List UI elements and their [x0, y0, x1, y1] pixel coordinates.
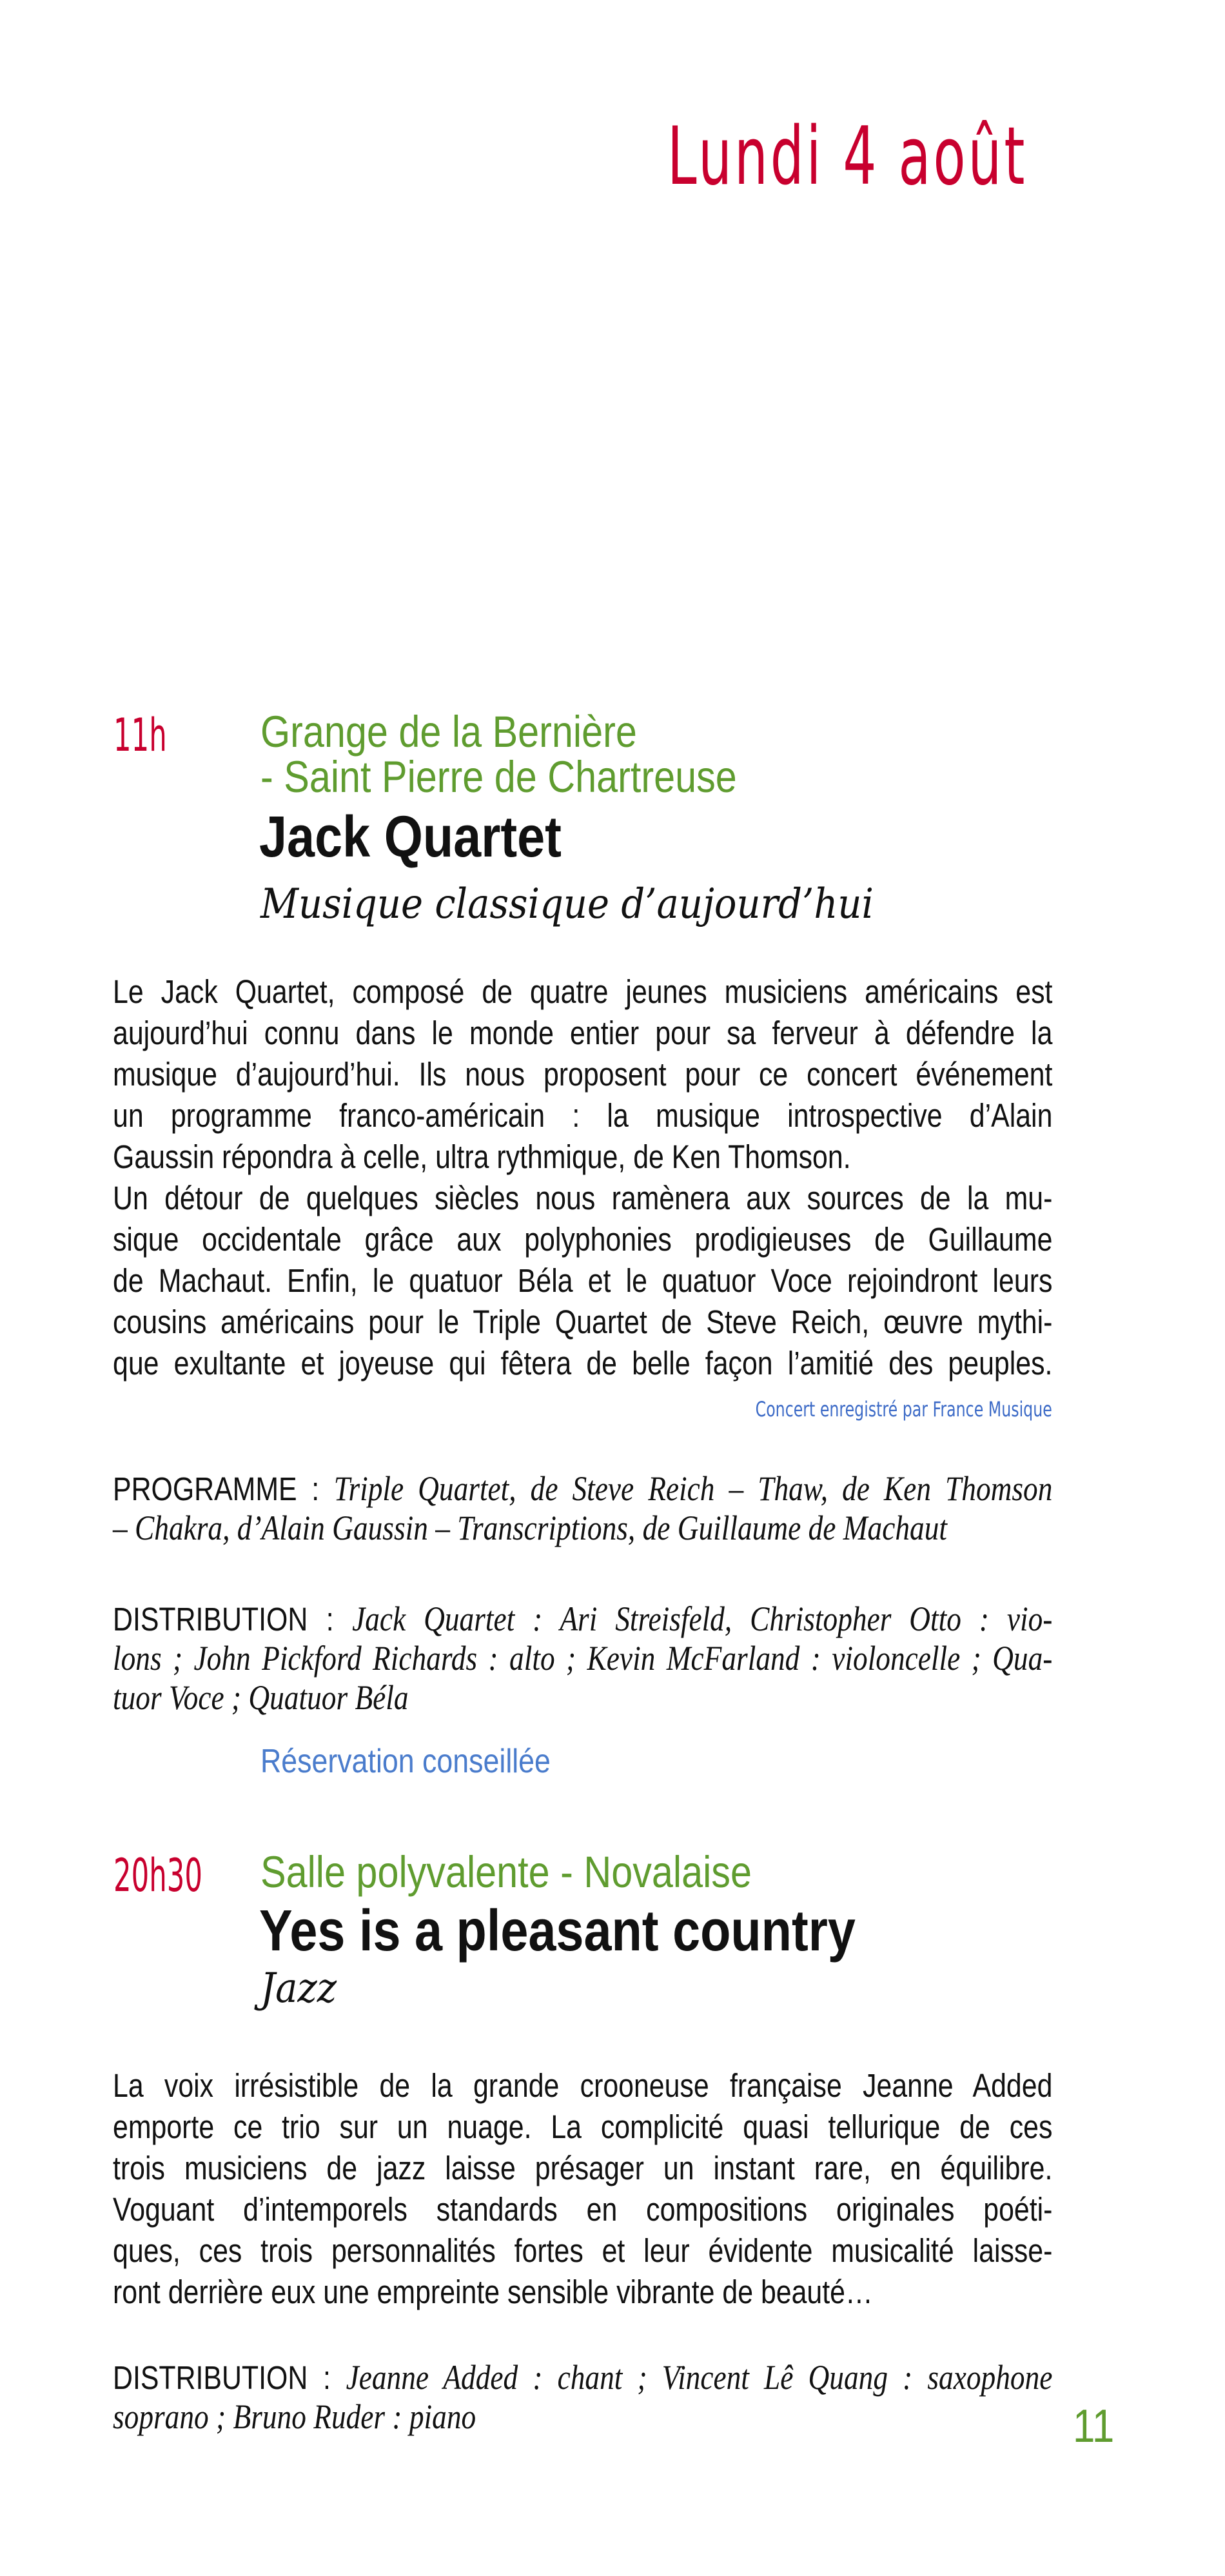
description-line: Le Jack Quartet, composé de quatre jeunes musiciens américains est	[113, 973, 1053, 1010]
day-title: Lundi 4 août	[667, 110, 1028, 203]
distribution-text: Jeanne Added : chant ; Vincent Lê Quang : saxophone	[346, 2358, 1053, 2397]
distribution-text: Jack Quartet : Ari Streisfeld, Christopher Otto : vio-	[352, 1600, 1053, 1638]
description-line: La voix irrésistible de la grande crooneuse française Jeanne Added	[113, 2067, 1053, 2104]
recording-note: Concert enregistré par France Musique	[755, 1397, 1052, 1422]
description-line: Voguant d’intemporels standards en compositions originales poéti-	[113, 2191, 1053, 2228]
distribution-text: tuor Voce ; Quatuor Béla	[113, 1678, 409, 1717]
event-title: Yes is a pleasant country	[259, 1899, 856, 1963]
description-line: cousins américains pour le Triple Quartet de Steve Reich, œuvre mythi-	[113, 1303, 1053, 1340]
event-venue-line: Salle polyvalente - Novalaise	[260, 1847, 752, 1897]
event-description	[113, 2065, 1053, 2313]
event-genre: Musique classique d’aujourd’hui	[260, 880, 874, 928]
programme-text: Triple Quartet, de Steve Reich – Thaw, de Ken Thomson	[333, 1469, 1053, 1508]
programme-text: – Chakra, d’Alain Gaussin – Transcriptions, de Guillaume de Machaut	[113, 1509, 947, 1547]
event-time: 11h	[113, 709, 167, 762]
description-line: de Machaut. Enfin, le quatuor Béla et le quatuor Voce rejoindront leurs	[113, 1262, 1053, 1299]
event-time: 20h30	[113, 1849, 202, 1902]
description-line: musique d’aujourd’hui. Ils nous proposent pour ce concert événement	[113, 1056, 1053, 1093]
description-line: aujourd’hui connu dans le monde entier pour sa ferveur à défendre la	[113, 1015, 1053, 1051]
event-title: Jack Quartet	[259, 805, 562, 869]
programme-label: PROGRAMME :	[113, 1471, 334, 1507]
distribution-label: DISTRIBUTION :	[113, 2359, 346, 2396]
distribution-block	[113, 2358, 1053, 2437]
distribution-block	[113, 1600, 1053, 1718]
event-description	[113, 971, 1053, 1384]
description-line: un programme franco-américain : la musique introspective d’Alain	[113, 1097, 1053, 1134]
description-line: ront derrière eux une empreinte sensible vibrante de beauté…	[113, 2274, 873, 2310]
description-line: que exultante et joyeuse qui fêtera de belle façon l’amitié des peuples.	[113, 1345, 1053, 1382]
distribution-text: soprano ; Bruno Ruder : piano	[113, 2397, 476, 2436]
distribution-text: lons ; John Pickford Richards : alto ; Kevin McFarland : violoncelle ; Qua-	[113, 1639, 1053, 1678]
event-venue-line: - Saint Pierre de Chartreuse	[260, 752, 737, 802]
reservation-note: Réservation conseillée	[260, 1743, 551, 1780]
event-venue-line: Grange de la Bernière	[260, 707, 637, 757]
description-line: emporte ce trio sur un nuage. La complicité quasi tellurique de ces	[113, 2108, 1053, 2145]
description-line: trois musiciens de jazz laisse présager un instant rare, en équilibre.	[113, 2150, 1053, 2186]
description-line: sique occidentale grâce aux polyphonies prodigieuses de Guillaume	[113, 1221, 1053, 1258]
page-number: 11	[1073, 2401, 1115, 2452]
event-genre: Jazz	[260, 1965, 337, 2012]
description-line: ques, ces trois personnalités fortes et leur évidente musicalité laisse-	[113, 2232, 1053, 2269]
description-line: Un détour de quelques siècles nous ramènera aux sources de la mu-	[113, 1180, 1053, 1216]
programme-block	[113, 1469, 1053, 1548]
description-line: Gaussin répondra à celle, ultra rythmique, de Ken Thomson.	[113, 1138, 851, 1175]
distribution-label: DISTRIBUTION :	[113, 1601, 353, 1638]
